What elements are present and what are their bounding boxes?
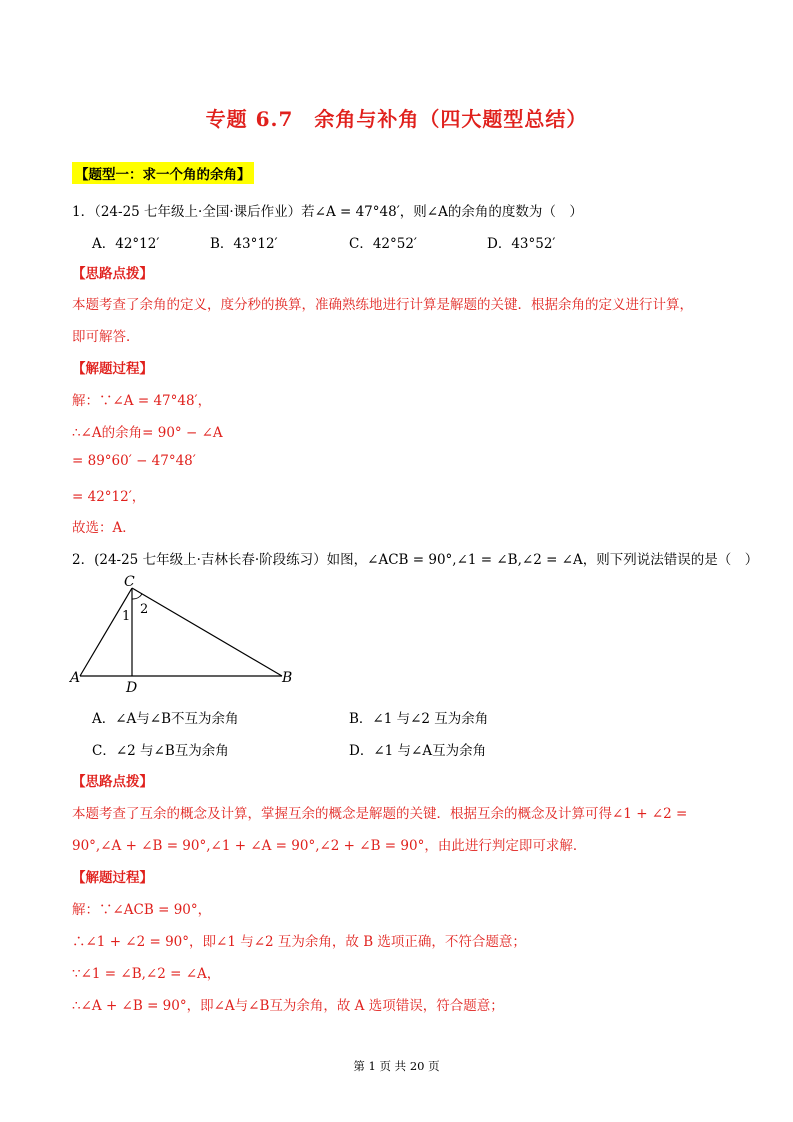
triangle-figure <box>66 572 306 694</box>
label-b: B <box>282 670 293 686</box>
q2-option-a: A．∠A与∠B不互为余角 <box>92 711 239 727</box>
label-a: A <box>70 670 81 686</box>
q1-option-a: A．42°12′ <box>92 236 160 252</box>
label-angle-2: 2 <box>140 602 149 617</box>
question-2-stem: 2．(24-25 七年级上·吉林长春·阶段练习）如图，∠ACB = 90°,∠1 = ∠B,∠2 = ∠A，则下列说法错误的是（ ） <box>72 552 759 568</box>
section-heading-type-1: 【题型一：求一个角的余角】 <box>72 162 254 184</box>
q1-option-c: C．42°52′ <box>349 236 418 252</box>
q1-solution-line: ∴∠A的余角= 90° − ∠A <box>72 425 223 441</box>
page-footer: 第 1 页 共 20 页 <box>353 1059 440 1073</box>
side-cb <box>132 588 282 676</box>
label-c: C <box>124 574 135 590</box>
q1-hint-line: 即可解答． <box>72 329 140 345</box>
q2-hint-line: 90°,∠A + ∠B = 90°,∠1 + ∠A = 90°,∠2 + ∠B = 90°，由此进行判定即可求解． <box>72 838 587 854</box>
q2-solution-heading: 【解题过程】 <box>72 870 153 886</box>
q1-solution-line: = 89°60′ − 47°48′ <box>72 453 196 469</box>
page-title: 专题 6.7 余角与补角（四大题型总结） <box>205 107 588 131</box>
q1-hint-line: 本题考查了余角的定义，度分秒的换算，准确熟练地进行计算是解题的关键．根据余角的定义进行计算， <box>72 297 693 313</box>
q1-solution-line: 解：∵∠A = 47°48′， <box>72 393 212 409</box>
q2-solution-line: ∴∠1 + ∠2 = 90°，即∠1 与∠2 互为余角，故 B 选项正确，不符合题意； <box>72 934 526 950</box>
q2-hint-heading: 【思路点拨】 <box>72 774 153 790</box>
label-d: D <box>126 680 138 694</box>
q2-solution-line: ∵∠1 = ∠B,∠2 = ∠A， <box>72 966 221 982</box>
q1-option-b: B．43°12′ <box>210 236 278 252</box>
q2-solution-line: 解：∵∠ACB = 90°， <box>72 902 212 918</box>
label-angle-1: 1 <box>122 609 131 624</box>
question-1-stem: 1．（24-25 七年级上·全国·课后作业）若∠A = 47°48′，则∠A的余角的度数为（ ） <box>72 204 583 220</box>
q2-option-d: D．∠1 与∠A互为余角 <box>349 743 487 759</box>
q1-solution-line: 故选：A． <box>72 520 136 536</box>
q1-solution-line: = 42°12′， <box>72 489 146 505</box>
q2-solution-line: ∴∠A + ∠B = 90°，即∠A与∠B互为余角，故 A 选项错误，符合题意； <box>72 998 504 1014</box>
side-ac <box>80 588 132 676</box>
q1-hint-heading: 【思路点拨】 <box>72 266 153 282</box>
q2-hint-line: 本题考查了互余的概念及计算，掌握互余的概念是解题的关键．根据互余的概念及计算可得∠1 + ∠2 = <box>72 806 688 822</box>
angle-2-arc <box>132 594 142 599</box>
q2-option-c: C．∠2 与∠B互为余角 <box>92 743 229 759</box>
q2-option-b: B．∠1 与∠2 互为余角 <box>349 711 489 727</box>
q1-option-d: D．43°52′ <box>487 236 556 252</box>
q1-solution-heading: 【解题过程】 <box>72 361 153 377</box>
